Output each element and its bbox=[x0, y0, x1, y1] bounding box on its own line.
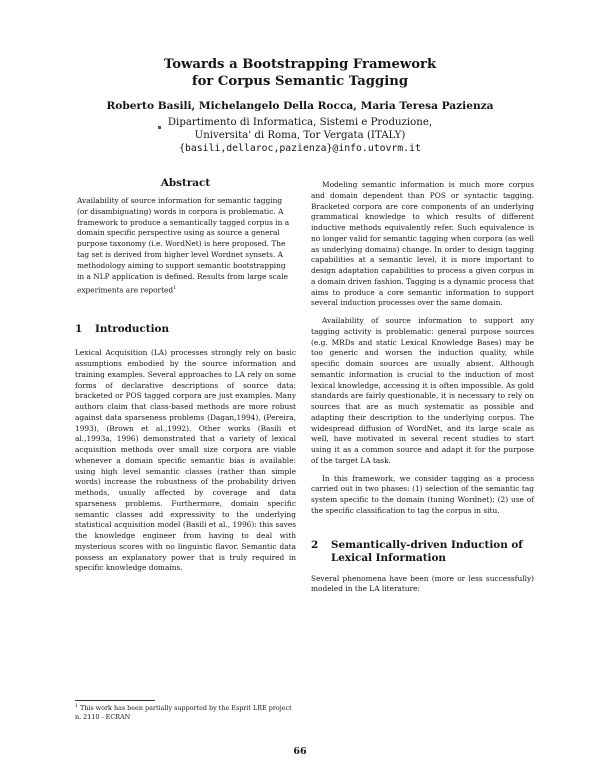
abstract-body: Availability of source information for semantic tagging (or disambiguating) words in corpora is problematic. A framework to produce a semantically tagged corpus in a domain specific perspective using as source a general purpose taxonomy (i.e. WordNet) is here proposed. The tag set is derived from higher level Wordnet synsets. A methodology aiming to support semantic bootstrapping in a NLP application is defined. Results from large scale experiments are reported bbox=[77, 195, 290, 295]
abstract-footnote-marker: 1 bbox=[173, 285, 177, 291]
right-paragraph-1: Modeling semantic information is much more corpus and domain dependent than POS or syntactic tagging. Bracketed corpora are core components of an underlying grammatical knowledge to which results of different inductive methods equivalently refer. Such equivalence is no longer valid for semantic tagging when corpora (as well as underlying domains) change. In order to design tagging capabilities at a semantic level, it is more important to design adaptation capabilities to process a given corpus in a domain driven fashion. Tagging is a dynamic process that aims to produce a core semantic information to support several induction processes over the same domain. bbox=[311, 180, 534, 308]
section-1-title: Introduction bbox=[95, 323, 169, 336]
footnote-text: This work has been partially supported by the Esprit LRE project n. 2110 - ECRAN bbox=[75, 704, 292, 722]
right-paragraph-2: Availability of source information to support any tagging activity is problematic: general purpose sources (e.g. MRDs and static Lexical Knowledge Bases) may be too generic and worsen the induction quality, while specific domain sources are usually absent. Although semantic information is crucial to the induction of most lexical knowledge, accessing it is often impossible. As gold standards are fairly questionable, it is necessary to rely on sources that are as much systematic as possible and adapting their description to the underlying corpus. The widespread diffusion of WordNet, and its large scale as well, have motivated in several recent studies to start using it as a common source and adapt it for the purpose of the target LA task. bbox=[311, 316, 534, 465]
section-1-heading bbox=[75, 323, 296, 336]
abstract-text bbox=[75, 196, 296, 297]
section-1-paragraph: Lexical Acquisition (LA) processes strongly rely on basic assumptions embodied by the source information and training examples. Several approaches to LA rely on some forms of declarative descriptions of source data: bracketed or POS tagged corpora are just examples. Many authors claim that class-based methods are more robust against data sparseness problems (Dagan,1994), (Pereira, 1993), (Brown et al.,1992). Other works (Basili et al.,1993a, 1996) demonstrated that a variety of lexical acquisition methods over small size corpora are viable whenever a domain specific semantic bias is available: using high level semantic classes (rather than simple words) increase the robustness of the probability driven methods, usually affected by coverage and data sparseness problems. Furthermore, domain specific semantic classes add expressivity to the underlying statistical acquisition model (Basili et al., 1996): this saves the knowledge engineer from having to deal with mysterious scores with no linguistic flavor. Semantic data possess an explanatory power that is truly required in specific knowledge domains. bbox=[75, 348, 296, 573]
left-column bbox=[75, 178, 296, 574]
footnote-marker: 1 bbox=[75, 704, 78, 709]
affiliation-line-1: Dipartimento di Informatica, Sistemi e Produzione, bbox=[167, 117, 433, 128]
paper-title bbox=[0, 56, 600, 90]
email-address: {basili,dellaroc,pazienza}@info.utovrm.it bbox=[179, 143, 421, 154]
affiliation bbox=[0, 116, 600, 155]
section-2-heading bbox=[311, 539, 534, 565]
footnote bbox=[75, 702, 296, 722]
affiliation-line-2: Universita' di Roma, Tor Vergata (ITALY) bbox=[194, 130, 406, 141]
section-2-title-line-2: Lexical Information bbox=[331, 551, 446, 564]
section-2-title-line-1: Semantically-driven Induction of bbox=[331, 538, 523, 551]
section-2-paragraph: Several phenomena have been (more or less successfully) modeled in the LA literature: bbox=[311, 573, 534, 594]
right-column bbox=[311, 180, 534, 595]
authors: Roberto Basili, Michelangelo Della Rocca, Maria Teresa Pazienza bbox=[106, 100, 494, 112]
section-2-title bbox=[331, 539, 523, 565]
scan-speck bbox=[158, 126, 161, 129]
title-line-2: for Corpus Semantic Tagging bbox=[191, 74, 409, 89]
abstract-heading: Abstract bbox=[160, 177, 211, 189]
title-line-1: Towards a Bootstrapping Framework bbox=[163, 57, 437, 72]
page-number: 66 bbox=[293, 746, 307, 757]
footnote-rule bbox=[75, 700, 155, 701]
right-paragraph-3: In this framework, we consider tagging as a process carried out in two phases: (1) selection of the semantic tag system specific to the domain (tuning Wordnet); (2) use of the specific classification to tag the corpus in situ. bbox=[311, 473, 534, 515]
section-2-number: 2 bbox=[311, 538, 319, 551]
section-1-number: 1 bbox=[75, 323, 83, 336]
